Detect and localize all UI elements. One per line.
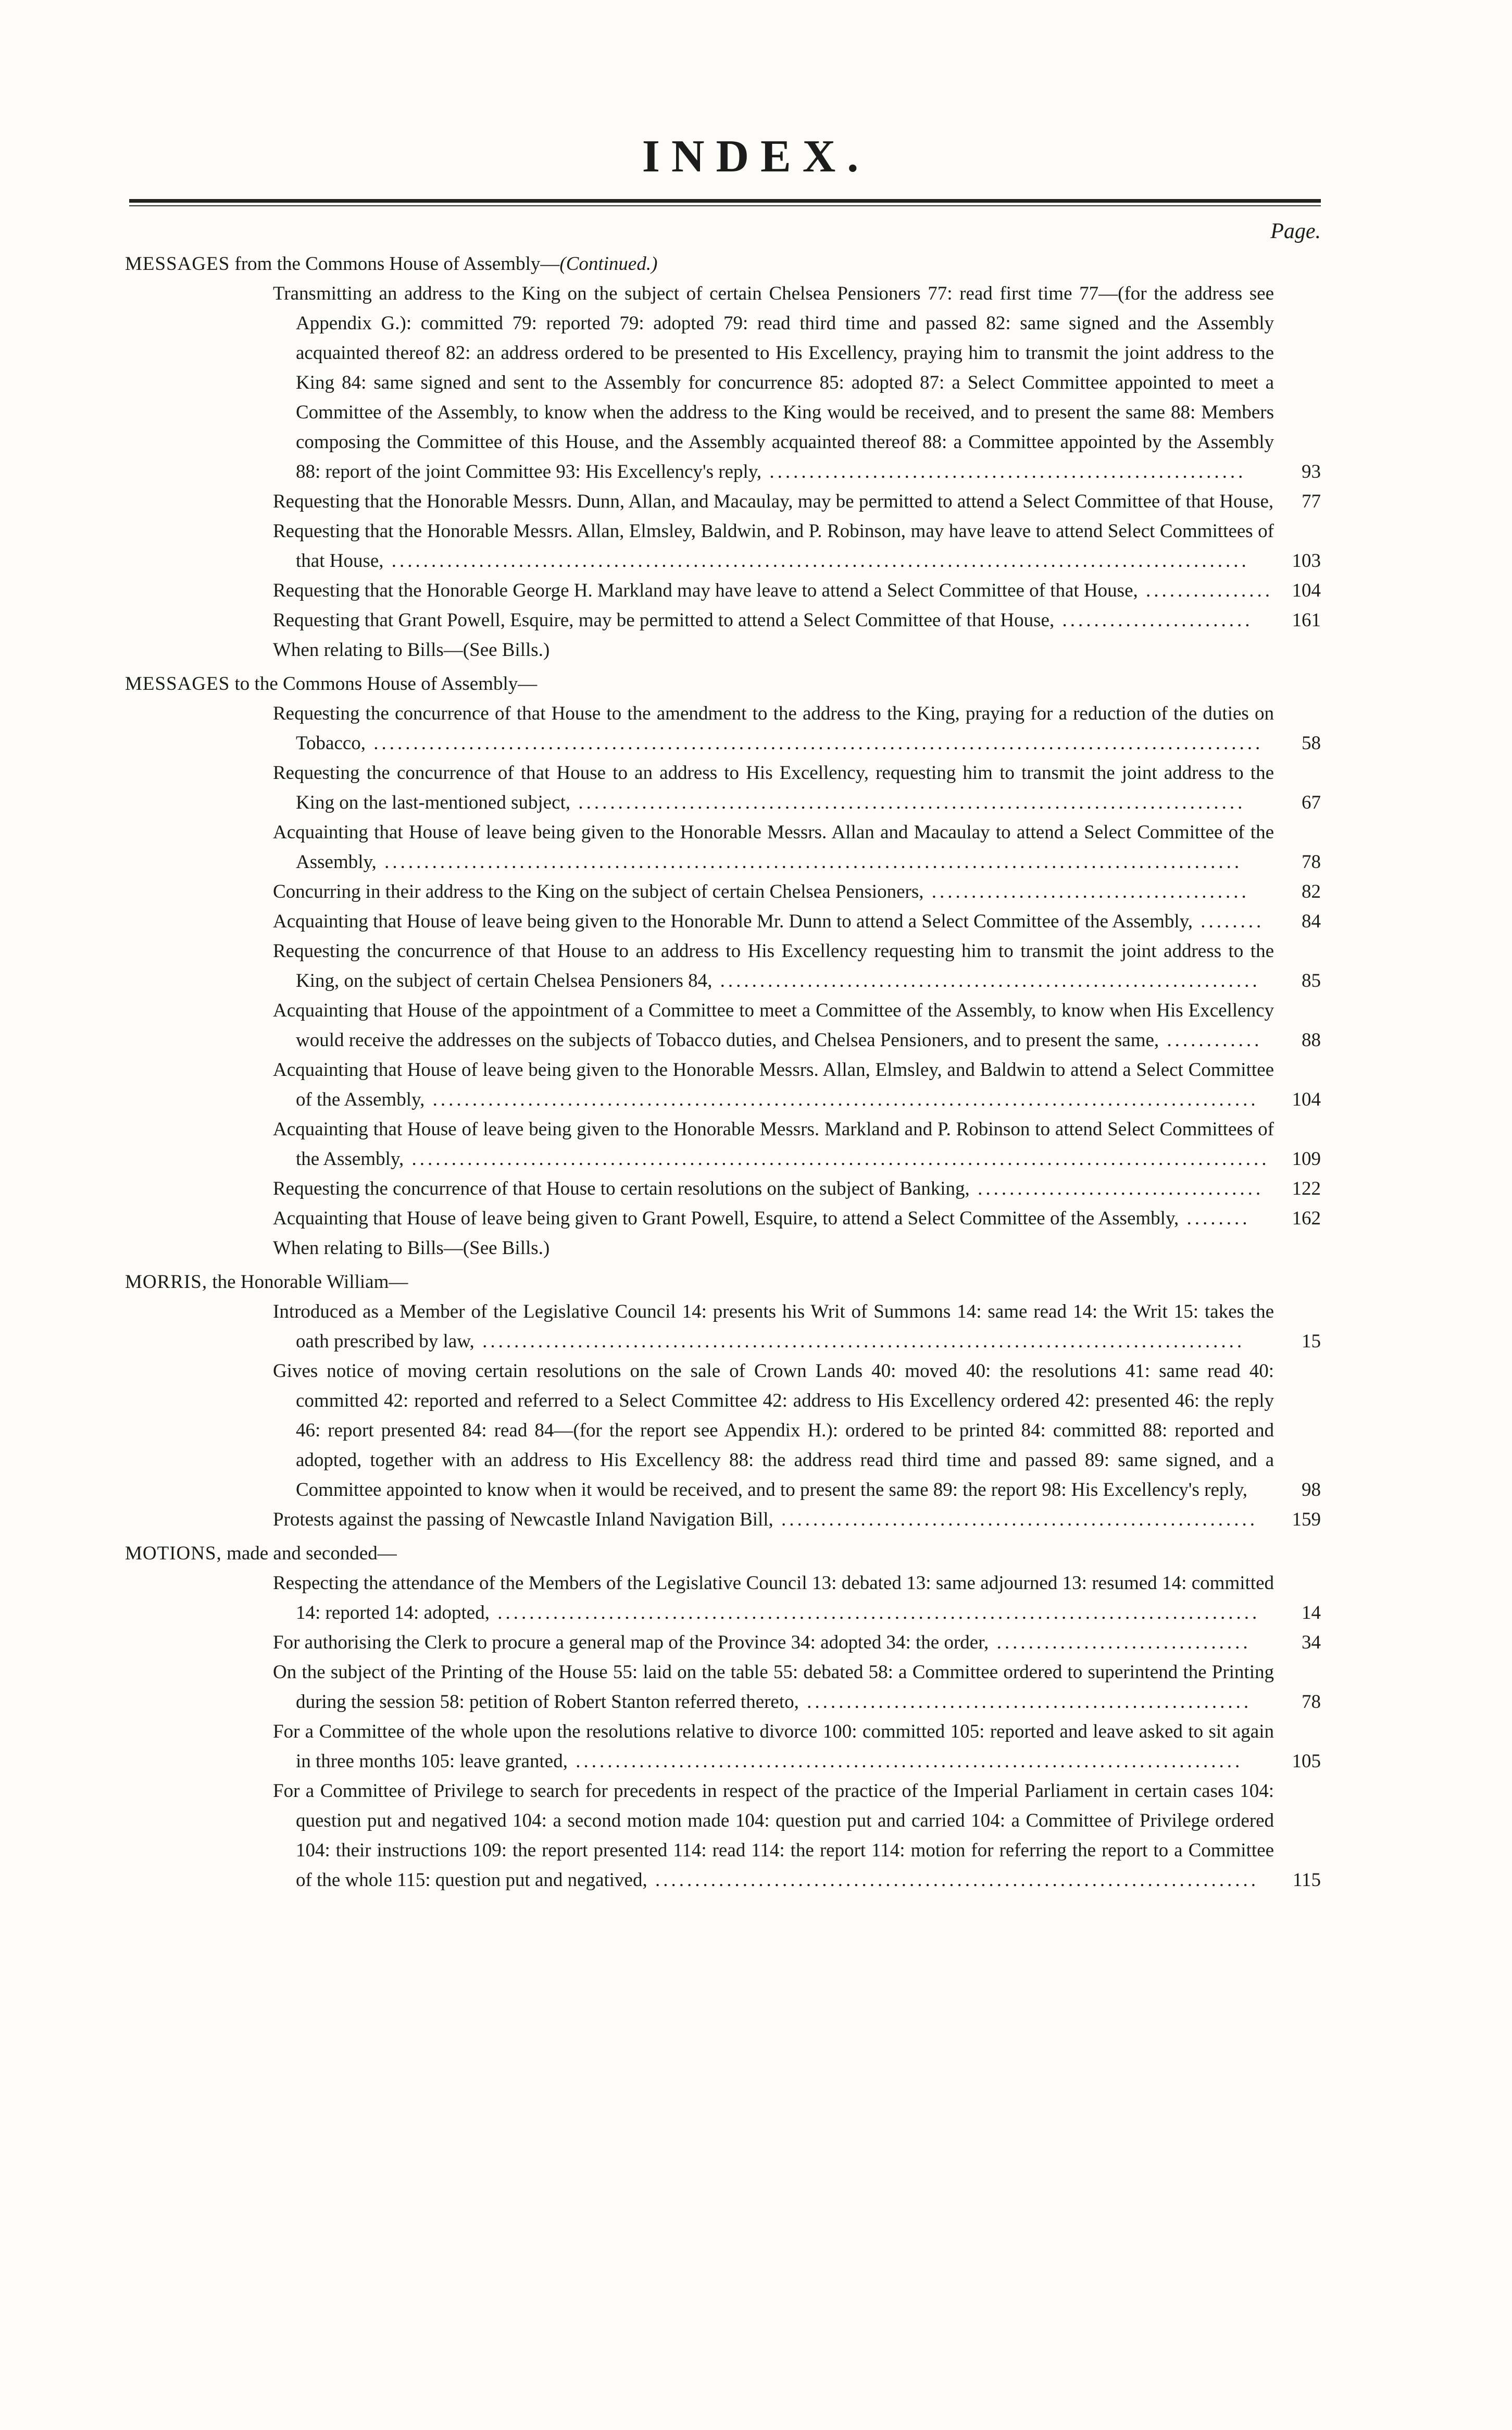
- index-entry: [273, 758, 1321, 817]
- section-heading-term: MESSAGES: [125, 673, 230, 695]
- dot-leader: ............................................................................: [647, 1869, 1259, 1891]
- entry-page-number: 161: [1274, 605, 1321, 635]
- title-rule-thin: [129, 205, 1321, 206]
- entry-text: For authorising the Clerk to procure a general map of the Province 34: adopted 34: the order,: [273, 1632, 989, 1653]
- section-heading-subject: to the Commons House of Assembly—: [230, 673, 538, 695]
- dot-leader: ............................................................: [773, 1509, 1258, 1530]
- entry-page-number: 15: [1274, 1326, 1321, 1356]
- entry-page-number: 98: [1274, 1475, 1321, 1505]
- entry-page-number: 162: [1274, 1204, 1321, 1233]
- section-heading: [125, 669, 1321, 699]
- index-entry: [273, 1628, 1321, 1657]
- entry-text: Introduced as a Member of the Legislative Council 14: presents his Writ of Summons 14: same read 14: the Writ 15: takes the oath prescribed by law,: [273, 1301, 1274, 1352]
- dot-leader: ....................................................................................: [570, 792, 1246, 813]
- dot-leader: ................................................................................................................: [366, 733, 1264, 754]
- dot-leader: ........................................: [923, 881, 1249, 902]
- section-heading: [125, 249, 1321, 279]
- index-entry: [273, 487, 1321, 516]
- index-entry: [273, 1717, 1321, 1776]
- entry-page-number: 104: [1274, 1085, 1321, 1114]
- entry-text: Concurring in their address to the King on the subject of certain Chelsea Pensioners,: [273, 881, 924, 902]
- entry-page-number: 159: [1274, 1505, 1321, 1534]
- index-entry: [273, 605, 1321, 635]
- section-heading: [125, 1267, 1321, 1297]
- dot-leader: ................................: [989, 1632, 1251, 1653]
- page-title: INDEX.: [642, 131, 870, 182]
- entry-page-number: 122: [1274, 1174, 1321, 1204]
- section-heading-subject: the Honorable William—: [207, 1271, 408, 1293]
- dot-leader: ............................................................................................................: [376, 851, 1243, 873]
- entry-text: Requesting that the Honorable Messrs. Allan, Elmsley, Baldwin, and P. Robinson, may have leave to attend Select Committees of that House,: [273, 520, 1274, 572]
- entry-page-number: 93: [1274, 457, 1321, 487]
- section-heading-term: MESSAGES: [125, 253, 230, 275]
- index-section: [125, 669, 1321, 1263]
- dot-leader: ....................................................................: [712, 970, 1260, 991]
- index-entry: [273, 1657, 1321, 1717]
- dot-leader: ............................................................................................................: [404, 1148, 1270, 1170]
- entry-text: Requesting the concurrence of that House to the amendment to the address to the King, praying for a reduction of the duties on Tobacco,: [273, 703, 1274, 754]
- entry-page-number: 103: [1274, 546, 1321, 576]
- dot-leader: ............................................................: [761, 461, 1246, 482]
- entry-text: Protests against the passing of Newcastle Inland Navigation Bill,: [273, 1509, 773, 1530]
- entry-page-number: 58: [1274, 728, 1321, 758]
- index-entry: [273, 279, 1321, 487]
- entry-page-number: 84: [1274, 907, 1321, 936]
- index-section: [125, 1539, 1321, 1895]
- index-entry: [273, 576, 1321, 605]
- section-heading-term: MORRIS,: [125, 1271, 208, 1293]
- dot-leader: ....................................: [969, 1178, 1264, 1199]
- index-content: [125, 249, 1321, 1895]
- index-entry: [273, 1204, 1321, 1233]
- section-heading-subject: made and seconded—: [221, 1543, 397, 1564]
- index-entry: [273, 1568, 1321, 1628]
- entry-text: Requesting the concurrence of that House to an address to His Excellency requesting him to transmit the joint address to the King, on the subject of certain Chelsea Pensioners 84,: [273, 940, 1274, 991]
- dot-leader: ........................: [1054, 610, 1253, 631]
- index-entry: [273, 1114, 1321, 1174]
- section-heading-subject: from the Commons House of Assembly—: [230, 253, 560, 275]
- index-entry: [273, 635, 1321, 665]
- entry-text: Acquainting that House of the appointment of a Committee to meet a Committee of the Assembly, to know when His Excellency would receive the addresses on the subjects of Tobacco duties, and Chelsea Pensioners, and to present the same,: [273, 1000, 1274, 1051]
- entry-text: For a Committee of Privilege to search for precedents in respect of the practice of the Imperial Parliament in certain cases 104: question put and negatived 104: a second motion made 104: question put and carried 104: a Committee of Privilege ordered 104: their instructions 109: the report presented 114: read 114: the report 114: motion for referring the report to a Committee of the whole 115: question put and negatived,: [273, 1780, 1274, 1891]
- dot-leader: ............: [1159, 1030, 1263, 1051]
- entry-page-number: 104: [1274, 576, 1321, 605]
- section-heading-continued: (Continued.): [559, 253, 658, 275]
- entry-text: Requesting that the Honorable George H. Markland may have leave to attend a Select Committee of that House,: [273, 580, 1138, 601]
- title-rule-thick: [129, 199, 1321, 203]
- page-column-label: Page.: [1270, 219, 1321, 243]
- index-entry: [273, 877, 1321, 907]
- entry-text: For a Committee of the whole upon the resolutions relative to divorce 100: committed 105: reported and leave asked to sit again in three months 105: leave granted,: [273, 1721, 1274, 1772]
- index-section: [125, 249, 1321, 665]
- entry-text: Transmitting an address to the King on the subject of certain Chelsea Pensioners 77: read first time 77—(for the address see Appendix G.): committed 79: reported 79: adopted 79: read third time and passed 82: same signed and the Assembly acquainted thereof 82: an address ordered to be presented to His Excellency, praying him to transmit the joint address to the King 84: same signed and sent to the Assembly for concurrence 85: adopted 87: a Select Committee appointed to meet a Committee of the Assembly, to know when the address to the King would be received, and to present the same 88: Members composing the Committee of this House, and the Assembly acquainted thereof 88: a Committee appointed by the Assembly 88: report of the joint Committee 93: His Excellency's reply,: [273, 283, 1274, 482]
- entry-text: Gives notice of moving certain resolutions on the sale of Crown Lands 40: moved 40: the resolutions 41: same read 40: committed 42: reported and referred to a Select Committee 42: address to His Excellency ordered 42: presented 46: the reply 46: report presented 84: read 84—(for the report see Appendix H.): ordered to be printed 84: committed 88: reported and adopted, together with an address to His Excellency 88: the address read third time and passed 89: same signed, and a Committee appointed to know when it would be received, and to present the same 89: the report 98: His Excellency's reply,: [273, 1360, 1274, 1501]
- index-entry: [273, 516, 1321, 576]
- entry-text: Requesting that the Honorable Messrs. Dunn, Allan, and Macaulay, may be permitted to attend a Select Committee of that House,: [273, 491, 1274, 512]
- section-heading: [125, 1539, 1321, 1568]
- dot-leader: ........: [1179, 1208, 1251, 1229]
- entry-page-number: 82: [1274, 877, 1321, 907]
- entry-page-number: 78: [1274, 1687, 1321, 1717]
- index-entry: [273, 996, 1321, 1055]
- index-section: [125, 1267, 1321, 1534]
- index-entry: [273, 1055, 1321, 1114]
- section-heading-term: MOTIONS,: [125, 1543, 222, 1564]
- dot-leader: ....................................................................................: [567, 1751, 1243, 1772]
- dot-leader: ........................................................................................................: [424, 1089, 1259, 1110]
- entry-text: Acquainting that House of leave being given to Grant Powell, Esquire, to attend a Select Committee of the Assembly,: [273, 1208, 1179, 1229]
- entry-page-number: 78: [1274, 847, 1321, 877]
- index-entry: [273, 1174, 1321, 1204]
- entry-page-number: 85: [1274, 966, 1321, 996]
- index-entry: [273, 1505, 1321, 1534]
- index-entry: [273, 1233, 1321, 1263]
- dot-leader: ........................................................: [798, 1691, 1252, 1713]
- index-entry: [273, 936, 1321, 996]
- index-entry: [273, 1776, 1321, 1895]
- entry-text: Acquainting that House of leave being given to the Honorable Messrs. Allan, Elmsley, and Baldwin to attend a Select Committee of the Assembly,: [273, 1059, 1274, 1110]
- dot-leader: ........: [1193, 911, 1265, 932]
- entry-page-number: 77: [1274, 487, 1321, 516]
- entry-page-number: 105: [1274, 1746, 1321, 1776]
- dot-leader: ................: [1138, 580, 1273, 601]
- entry-text: Acquainting that House of leave being given to the Honorable Mr. Dunn to attend a Select Committee of the Assembly,: [273, 911, 1193, 932]
- entry-page-number: 115: [1274, 1865, 1321, 1895]
- dot-leader: ................................................................................................: [474, 1331, 1245, 1352]
- entry-page-number: 67: [1274, 788, 1321, 817]
- index-entry: [273, 1356, 1321, 1505]
- entry-text: Requesting the concurrence of that House to an address to His Excellency, requesting him to transmit the joint address to the King on the last-mentioned subject,: [273, 762, 1274, 813]
- dot-leader: ............................................................................................................: [383, 550, 1249, 572]
- entry-text: Requesting that Grant Powell, Esquire, may be permitted to attend a Select Committee of that House,: [273, 610, 1055, 631]
- entry-page-number: 14: [1274, 1598, 1321, 1628]
- entry-page-number: 88: [1274, 1025, 1321, 1055]
- index-entry: [273, 907, 1321, 936]
- entry-text: On the subject of the Printing of the House 55: laid on the table 55: debated 58: a Committee ordered to superintend the Printing during the session 58: petition of Robert Stanton referred thereto,: [273, 1662, 1274, 1713]
- index-entry: [273, 1297, 1321, 1356]
- entry-text: Acquainting that House of leave being given to the Honorable Messrs. Allan and Macaulay to attend a Select Committee of the Assembly,: [273, 822, 1274, 873]
- entry-text: Acquainting that House of leave being given to the Honorable Messrs. Markland and P. Robinson to attend Select Committees of the Assembly,: [273, 1119, 1274, 1170]
- entry-text: Requesting the concurrence of that House to certain resolutions on the subject of Banking,: [273, 1178, 970, 1199]
- entry-text: Respecting the attendance of the Members of the Legislative Council 13: debated 13: same adjourned 13: resumed 14: committed 14: reported 14: adopted,: [273, 1572, 1274, 1623]
- index-entry: [273, 699, 1321, 758]
- entry-text: When relating to Bills—(See Bills.): [273, 1237, 550, 1259]
- entry-page-number: 109: [1274, 1144, 1321, 1174]
- entry-page-number: 34: [1274, 1628, 1321, 1657]
- index-entry: [273, 817, 1321, 877]
- dot-leader: ................................................................................................: [489, 1602, 1260, 1623]
- entry-text: When relating to Bills—(See Bills.): [273, 639, 550, 661]
